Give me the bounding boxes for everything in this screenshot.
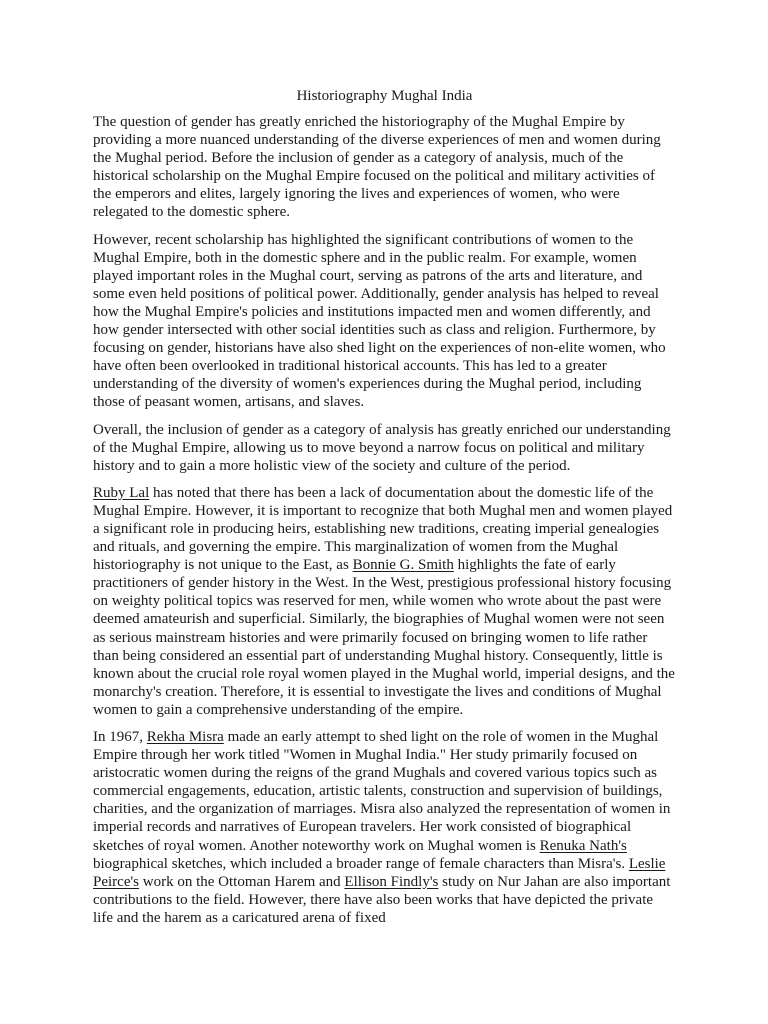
paragraph-5-text-3: biographical sketches, which included a broader range of female characters than Misra's. bbox=[93, 855, 629, 872]
paragraph-5-text-1: In 1967, bbox=[93, 729, 147, 745]
paragraph-5-text-4: work on the Ottoman Harem and bbox=[139, 873, 345, 890]
link-leslie-peirce[interactable]: Leslie Peirce's bbox=[93, 855, 666, 890]
page-title: Historiography Mughal India bbox=[296, 88, 473, 104]
link-bonnie-smith[interactable]: Bonnie G. Smith bbox=[352, 557, 454, 574]
paragraph-2: However, recent scholarship has highlighted the significant contributions of women to the Mughal Empire, both in the domestic sphere and in the public realm. For example, women played important roles in the Mughal court, serving as patrons of the arts and literature, and some even held positions of political power. Additionally, gender analysis has helped to reveal how the Mughal Empire's policies and institutions impacted men and women differently, and how gender intersected with other social identities such as class and religion. Furthermore, by focusing on gender, historians have also shed light on the experiences of non-elite women, who have often been overlooked in traditional historical accounts. This has led to a greater understanding of the diversity of women's experiences during the Mughal period, including those of peasant women, artisans, and slaves. bbox=[93, 231, 666, 411]
link-ellison-findly[interactable]: Ellison Findly's bbox=[344, 873, 439, 890]
paragraph-4 bbox=[93, 484, 676, 719]
document-page bbox=[93, 87, 676, 936]
paragraph-5-text-2: made an early attempt to shed light on the role of women in the Mughal Empire through her work titled "Women in Mughal India." Her study primarily focused on aristocratic women during the reigns of the grand Mughals and covered various topics such as commercial engagements, education, artistic talents, construction and supervision of buildings, charities, and the organization of marriages. Misra also analyzed the representation of women in imperial records and narratives of European travelers. Her work consisted of biographical sketches of royal women. Another noteworthy work on Mughal women is bbox=[93, 729, 671, 854]
paragraph-5 bbox=[93, 728, 676, 927]
paragraph-3: Overall, the inclusion of gender as a category of analysis has greatly enriched our understanding of the Mughal Empire, allowing us to move beyond a narrow focus on political and military history and to gain a more holistic view of the society and culture of the period. bbox=[93, 421, 671, 474]
paragraph-1: The question of gender has greatly enriched the historiography of the Mughal Empire by providing a more nuanced understanding of the diverse experiences of men and women during the Mughal period. Before the inclusion of gender as a category of analysis, much of the historical scholarship on the Mughal Empire focused on the political and military activities of the emperors and elites, largely ignoring the lives and experiences of women, who were relegated to the domestic sphere. bbox=[93, 114, 661, 221]
paragraph-5-text-5: study on Nur Jahan are also important contributions to the field. However, there have also been works that have depicted the private life and the harem as a caricatured arena of fixed bbox=[93, 873, 671, 926]
link-ruby-lal[interactable]: Ruby Lal bbox=[93, 484, 150, 501]
paragraph-4-text-2: highlights the fate of early practitioners of gender history in the West. In the West, prestigious professional history focusing on weighty political topics was reserved for men, while women who wrote about the past were deemed amateurish and superficial. Similarly, the biographies of Mughal women were not seen as serious mainstream histories and were primarily focused on bringing women to life rather than being considered an essential part of understanding Mughal history. Consequently, little is known about the crucial role royal women played in the Mughal world, imperial designs, and the monarchy's creation. Therefore, it is essential to investigate the lives and conditions of Mughal women to gain a comprehensive understanding of the empire. bbox=[93, 557, 675, 718]
link-renuka-nath[interactable]: Renuka Nath's bbox=[539, 837, 627, 854]
paragraph-4-text-1: has noted that there has been a lack of documentation about the domestic life of the Mughal Empire. However, it is important to recognize that both Mughal men and women played a significant role in producing heirs, establishing new traditions, creating imperial genealogies and rituals, and governing the empire. This marginalization of women from the Mughal historiography is not unique to the East, as bbox=[93, 484, 673, 574]
link-rekha-misra[interactable]: Rekha Misra bbox=[146, 729, 224, 745]
